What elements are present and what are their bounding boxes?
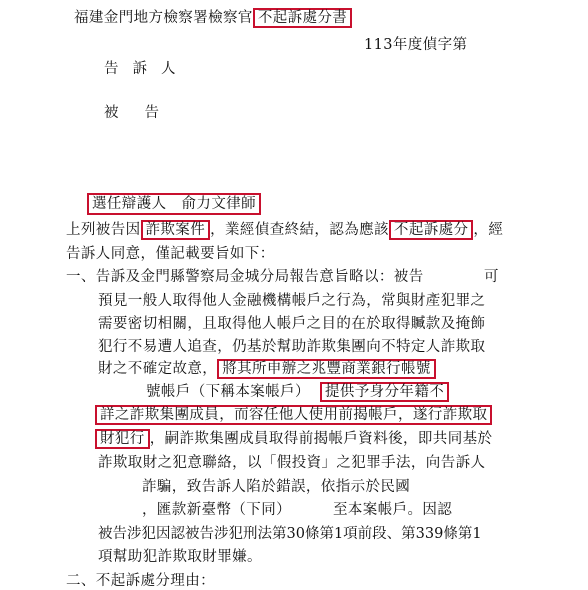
provide-account-highlight: 提供予身分年籍不: [320, 382, 449, 402]
section-text: 至本案帳戶。因認: [333, 502, 453, 518]
crime-highlight: 財犯行: [95, 429, 150, 449]
section-text: 財之不確定故意，: [98, 361, 218, 377]
case-type-highlight: 詐欺案件: [141, 220, 211, 240]
intro-line-1: [66, 221, 503, 239]
section-text: ，嗣詐欺集團成員取得前揭帳戶資料後，即共同基於: [149, 431, 493, 447]
section1-line-3: 需要密切相關，且取得他人帳戶之目的在於取得贓款及掩飾: [98, 316, 486, 332]
section1-line-9: 詐欺取財之犯意聯絡，以「假投資」之犯罪手法，向告訴人: [98, 455, 486, 471]
complainant-label: 告訴人: [104, 61, 190, 77]
section1-line-12: 被告涉犯因認被告涉犯刑法第30條第1項前段、第339條第1: [98, 526, 482, 542]
section-text: 號帳戶（下稱本案帳戶）: [146, 384, 310, 400]
defense-name: 俞力文律師: [181, 196, 257, 212]
section1-line-7: [95, 406, 492, 424]
section1-line-1: [66, 268, 424, 286]
fraud-group-highlight: 詳之詐欺集團成員，而容任他人使用前揭帳戶，遂行詐欺取: [95, 405, 492, 425]
section1-line-6: [146, 383, 449, 401]
decision-highlight: 不起訴處分: [389, 220, 474, 240]
office-name: 福建金門地方檢察署檢察官: [74, 10, 253, 26]
defendant-label: 被告: [104, 105, 185, 121]
intro-text: ，經: [473, 222, 504, 238]
section2-heading: 二、不起訴處分理由：: [66, 573, 215, 589]
intro-line-2: 告訴人同意，僅記載要旨如下：: [66, 246, 275, 262]
doc-type-highlight: 不起訴處分書: [253, 8, 352, 28]
section1-line-5: [98, 360, 436, 378]
intro-text: 上列被告因: [66, 222, 141, 238]
section1-line-13: 項幫助犯詐欺取財罪嫌。: [98, 549, 262, 565]
section1-line-8: [95, 430, 492, 448]
section1-line-1b: 可: [484, 269, 499, 285]
defense-counsel-highlight: [87, 193, 261, 215]
section1-line-10: 詐騙，致告訴人陷於錯誤，依指示於民國: [142, 479, 411, 495]
section-text: ，匯款新臺幣（下同）: [142, 502, 291, 518]
bank-account-highlight: 將其所申辦之兆豐商業銀行帳號: [217, 359, 436, 379]
defense-label: 選任辯護人: [92, 196, 167, 212]
case-number: 113年度偵字第: [364, 37, 468, 53]
section1-line-11: [142, 501, 452, 519]
section-text: 一、告訴及金門縣警察局金城分局報告意旨略以：被告: [66, 269, 424, 285]
intro-text: ，業經偵查終結，認為應該: [210, 222, 389, 238]
section1-line-2: 預見一般人取得他人金融機構帳戶之行為，常與財產犯罪之: [98, 293, 486, 309]
header-line: [74, 9, 352, 27]
section1-line-4: 犯行不易遭人追查，仍基於幫助詐欺集團向不特定人詐欺取: [98, 339, 486, 355]
